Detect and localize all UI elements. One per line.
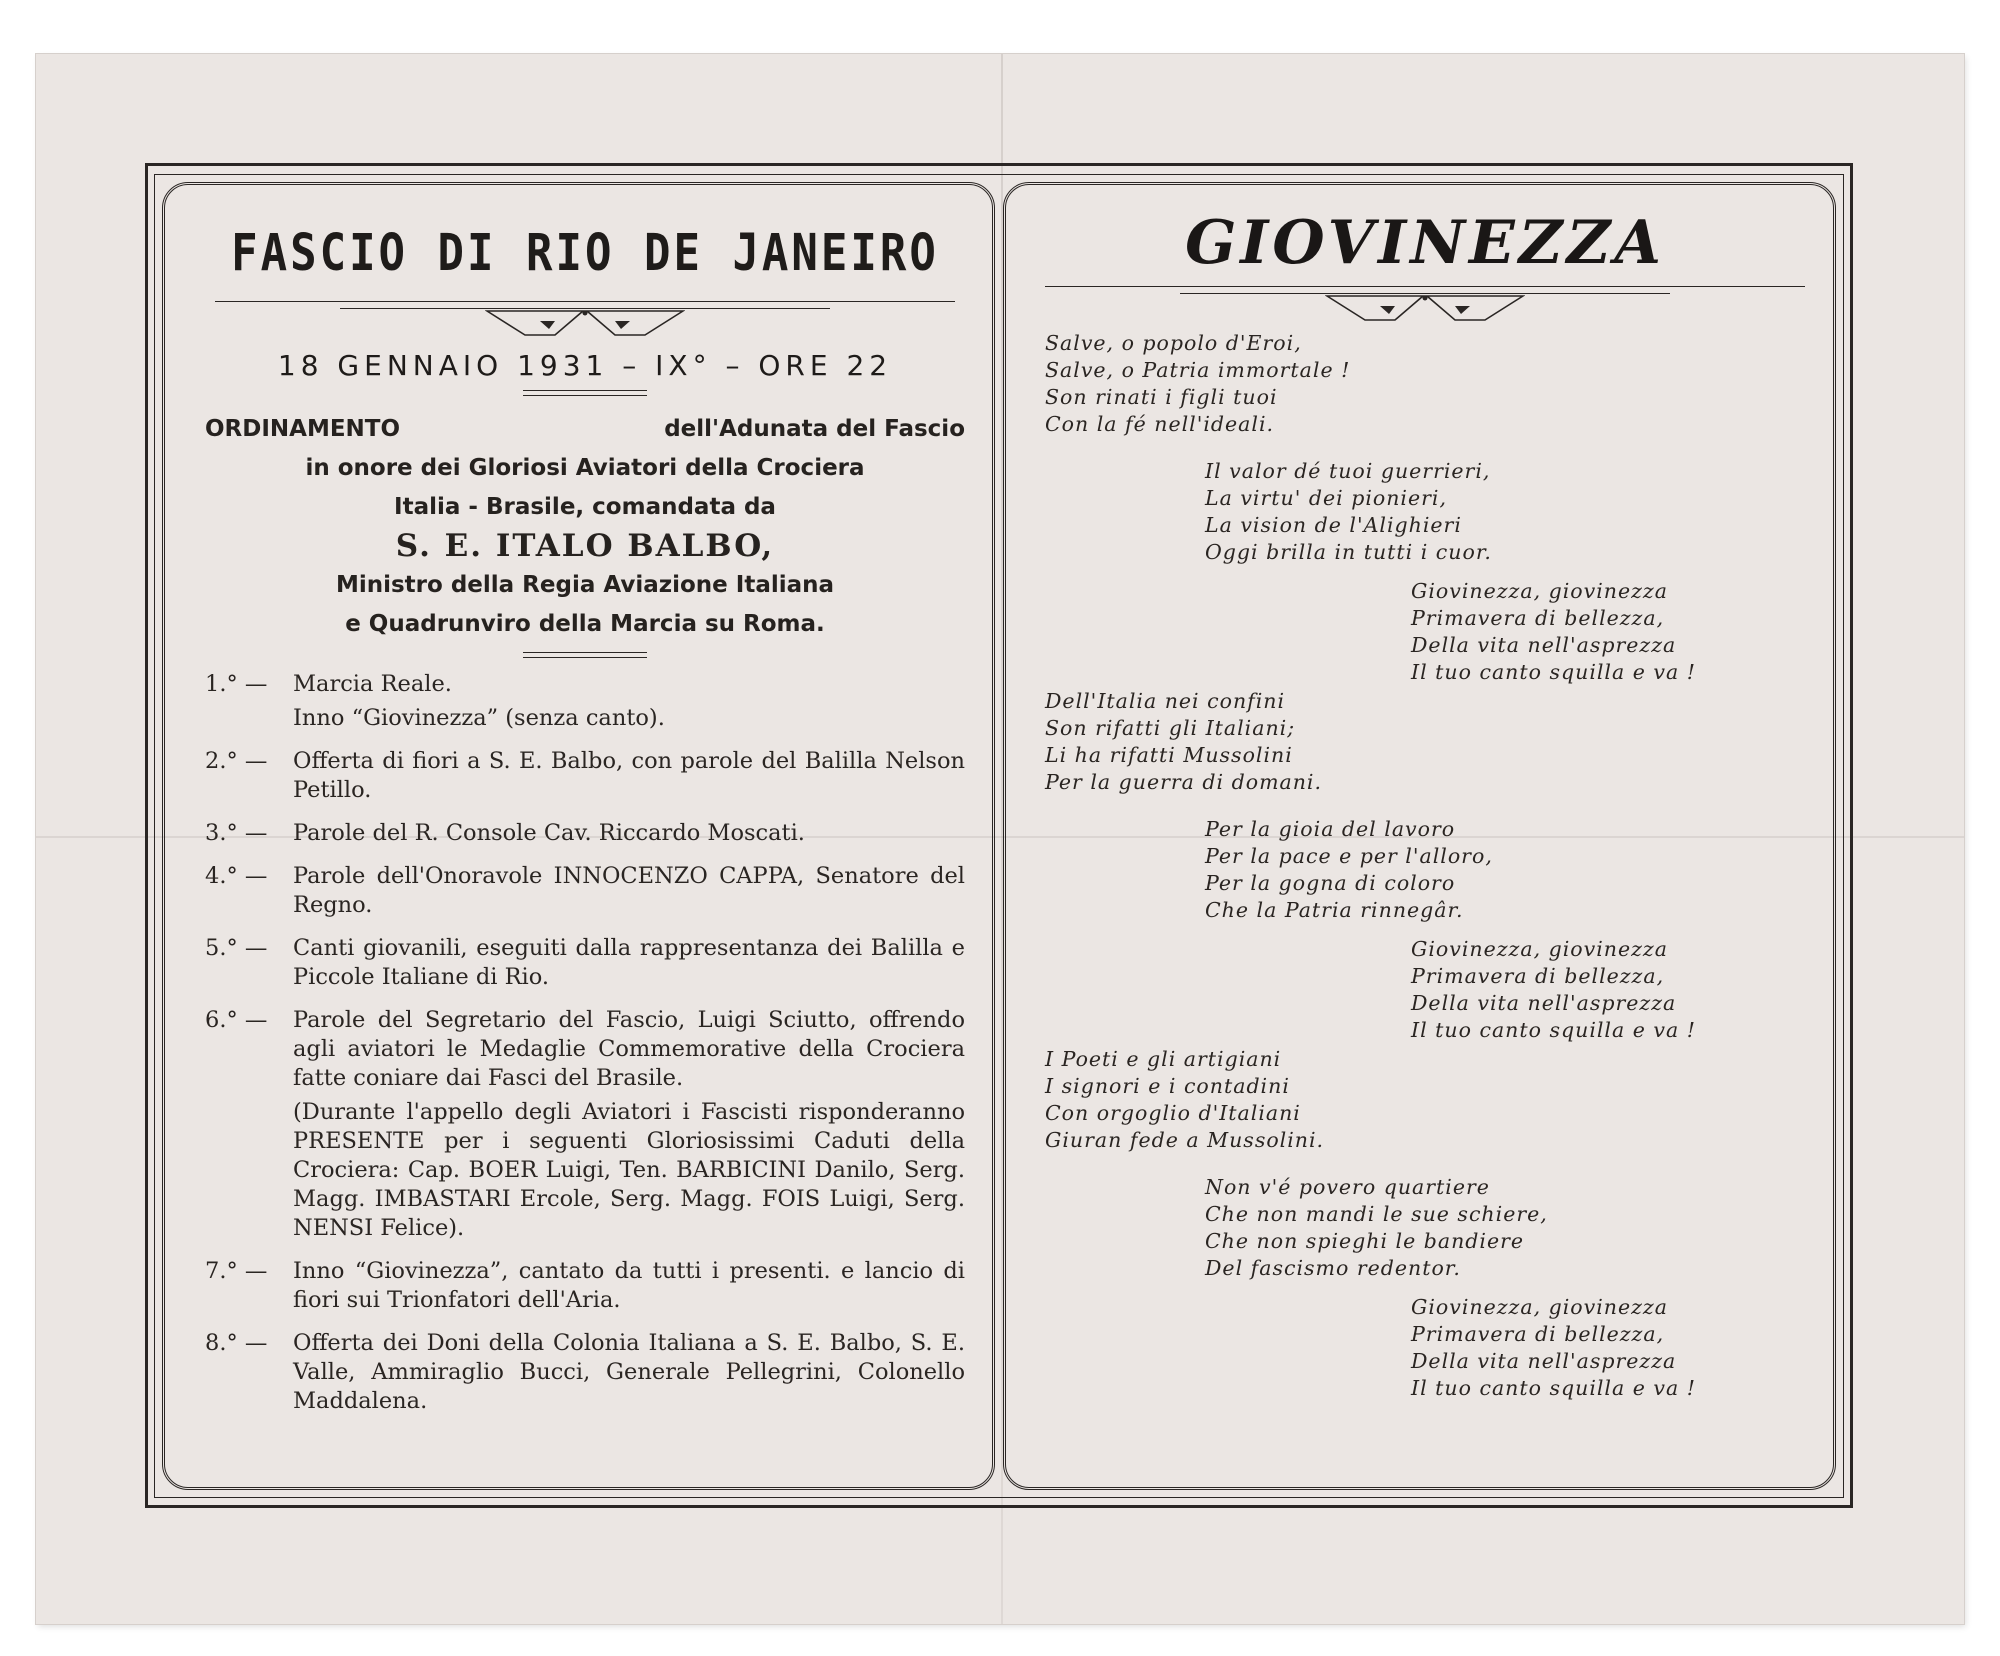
lyric-line: Che la Patria rinnegâr. [1205,898,1464,922]
lyric-line: Il tuo canto squilla e va ! [1411,1376,1696,1400]
item-text: Inno “Giovinezza” (senza canto). [293,705,665,731]
item-text: Parole del R. Console Cav. Riccardo Moscati. [293,820,805,846]
lyric-line: Giovinezza, giovinezza [1411,937,1668,961]
anthem-stanza [1205,816,1805,924]
lyric-line: Giovinezza, giovinezza [1411,579,1668,603]
anthem-stanza [1205,1174,1805,1282]
event-date: 18 GENNAIO 1931 – IX° – ORE 22 [277,349,893,382]
lyric-line: Che non mandi le sue schiere, [1205,1202,1548,1226]
item-number: 2.° — [205,748,268,774]
program-item [205,1329,965,1421]
lyric-line: Dell'Italia nei confini [1045,689,1286,713]
lyric-line: I signori e i contadini [1045,1074,1290,1098]
intro-ordinamento: ORDINAMENTO [205,416,401,442]
lyric-line: Per la guerra di domani. [1045,770,1323,794]
program-item [205,1006,965,1248]
anthem-stanza [1205,458,1805,566]
intro-balbo-name: S. E. ITALO BALBO, [395,528,775,564]
item-text: Inno “Giovinezza”, cantato da tutti i presenti. e lancio di fiori sui Trionfatori dell'Aria. [293,1258,965,1313]
lyric-line: Il tuo canto squilla e va ! [1411,660,1696,684]
item-text: (Durante l'appello degli Aviatori i Fascisti risponderanno PRESENTE per i seguenti Gloriosissimi Caduti della Crociera: Cap. BOER Luigi, Ten. BARBICINI Danilo, Serg. Magg. IMBASTARI Ercole, Serg. Magg. FOIS Luigi, Serg. NENSI Felice). [293,1099,965,1241]
lyric-line: Giuran fede a Mussolini. [1045,1128,1325,1152]
lyric-line: Per la pace e per l'alloro, [1205,844,1493,868]
program-item [205,747,965,810]
title-rule [215,301,955,302]
lyric-line: Per la gioia del lavoro [1205,817,1456,841]
item-text: Marcia Reale. [293,671,452,697]
lyric-line: Primavera di bellezza, [1411,1322,1665,1346]
lyric-line: Li ha rifatti Mussolini [1045,743,1293,767]
intro-line-2: in onore dei Gloriosi Aviatori della Crociera [305,455,865,481]
item-number: 4.° — [205,863,268,889]
lyric-line: Del fascismo redentor. [1205,1256,1461,1280]
ornament-icon [1325,294,1525,324]
program-item [205,934,965,997]
intro-line-1: dell'Adunata del Fascio [664,416,965,442]
program-list [205,670,965,1421]
lyric-line: Con la fé nell'ideali. [1045,412,1275,436]
lyric-line: La virtu' dei pionieri, [1205,486,1447,510]
program-item [205,1257,965,1320]
intro-rule [523,652,647,658]
anthem-panel [1045,208,1805,1402]
item-text: Parole dell'Onoravole INNOCENZO CAPPA, Senatore del Regno. [293,863,965,918]
item-text: Offerta dei Doni della Colonia Italiana a S. E. Balbo, S. E. Valle, Ammiraglio Bucci, Generale Pellegrini, Colonello Maddalena. [293,1330,965,1414]
lyric-line: Della vita nell'asprezza [1411,1349,1677,1373]
lyric-line: Il valor dé tuoi guerrieri, [1205,459,1491,483]
lyric-line: Salve, o Patria immortale ! [1045,358,1351,382]
lyric-line: I Poeti e gli artigiani [1045,1047,1282,1071]
lyric-line: Giovinezza, giovinezza [1411,1295,1668,1319]
lyric-line: Della vita nell'asprezza [1411,991,1677,1015]
lyric-line: Non v'é povero quartiere [1205,1175,1490,1199]
anthem-stanza [1411,1294,1805,1402]
anthem-stanza [1045,330,1805,438]
program-panel [205,224,965,1430]
lyric-line: Della vita nell'asprezza [1411,633,1677,657]
item-number: 7.° — [205,1258,268,1284]
lyric-line: Il tuo canto squilla e va ! [1411,1018,1696,1042]
item-number: 6.° — [205,1007,268,1033]
lyric-line: La vision de l'Alighieri [1205,513,1462,537]
anthem-lyrics [1045,330,1805,1402]
item-number: 8.° — [205,1330,268,1356]
anthem-stanza [1411,578,1805,686]
intro-line-6: e Quadrunviro della Marcia su Roma. [345,611,825,637]
lyric-line: Oggi brilla in tutti i cuor. [1205,540,1492,564]
item-number: 1.° — [205,671,268,697]
item-number: 3.° — [205,820,268,846]
anthem-title: GIOVINEZZA [1185,208,1665,278]
anthem-stanza [1411,936,1805,1044]
anthem-stanza [1045,688,1805,796]
program-item [205,819,965,853]
lyric-line: Con orgoglio d'Italiani [1045,1101,1301,1125]
item-text: Parole del Segretario del Fascio, Luigi Sciutto, offrendo agli aviatori le Medaglie Commemorative della Crociera fatte coniare dai Fasci del Brasile. [293,1007,965,1091]
anthem-title-rule [1045,286,1805,287]
lyric-line: Che non spieghi le bandiere [1205,1229,1525,1253]
date-rule [523,390,647,396]
item-text: Offerta di fiori a S. E. Balbo, con parole del Balilla Nelson Petillo. [293,748,965,803]
item-number: 5.° — [205,935,268,961]
program-item [205,862,965,925]
ornament-icon [485,309,685,339]
lyric-line: Son rinati i figli tuoi [1045,385,1278,409]
program-title: FASCIO DI RIO DE JANEIRO [231,224,939,283]
intro-line-5: Ministro della Regia Aviazione Italiana [335,572,835,598]
anthem-stanza [1045,1046,1805,1154]
item-text: Canti giovanili, eseguiti dalla rappresentanza dei Balilla e Piccole Italiane di Rio. [293,935,965,990]
lyric-line: Primavera di bellezza, [1411,606,1665,630]
lyric-line: Per la gogna di coloro [1205,871,1456,895]
lyric-line: Son rifatti gli Italiani; [1045,716,1296,740]
intro-line-3: Italia - Brasile, comandata da [394,494,776,520]
program-item [205,670,965,738]
program-intro [205,410,965,644]
lyric-line: Primavera di bellezza, [1411,964,1665,988]
lyric-line: Salve, o popolo d'Eroi, [1045,331,1302,355]
